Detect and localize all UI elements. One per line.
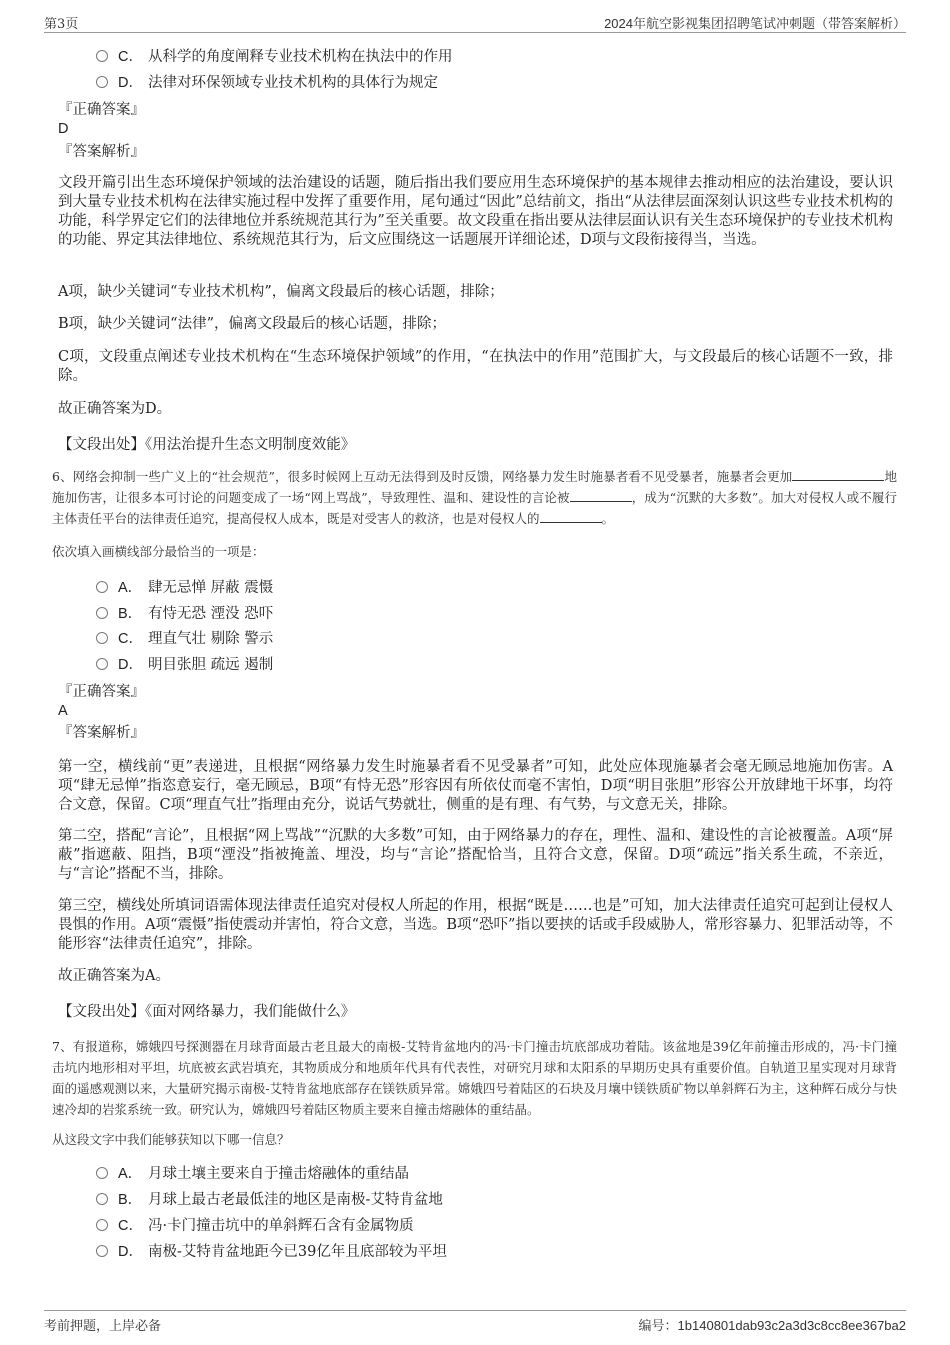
blank-line [540, 508, 602, 523]
question-stem: 6、网络会抑制一些广义上的“社会规范”，很多时候网上互动无法得到及时反馈，网络暴力发生时施暴者看不见受暴者，施暴者会更加 地施加伤害，让很多本可讨论的问题变成了一场“网上骂战”，导致理性、温和、建设性的言论被 ，成为“沉默的大多数”。加大对侵权人或不履行主体责任平台的法律责任追究，提高侵权人成本，既是对受害人的救济，也是对侵权人的 。 [52, 466, 897, 529]
analysis-paragraph: 第一空，横线前“更”表递进，且根据“网络暴力发生时施暴者看不见受暴者”可知，此处应体现施暴者会毫无顾忌地施加伤害。A项“肆无忌惮”指恣意妄行，毫无顾忌，B项“有恃无恐”形容因有所依仗而毫不害怕，D项“明目张胆”形容公开放肆地干坏事，均符合文意，保留。C项“理直气壮”指理由充分，说话气势就壮，侧重的是有理、有气势，与文意无关，排除。 [58, 759, 893, 813]
page-footer [44, 1310, 906, 1334]
document-title: 2024年航空影视集团招聘笔试冲刺题（带答案解析） [604, 16, 906, 31]
answer-label: 『正确答案』 [58, 102, 145, 118]
analysis-paragraph: 故正确答案为D。 [58, 401, 172, 417]
question-prompt: 从这段文字中我们能够获知以下哪一信息？ [52, 1132, 290, 1147]
answer-value: A [58, 703, 68, 719]
analysis-label: 『答案解析』 [58, 725, 145, 741]
radio-icon[interactable] [96, 658, 108, 670]
q5-option-d[interactable]: D． 法律对环保领域专业技术机构的具体行为规定 [96, 72, 438, 94]
page-header [44, 10, 906, 33]
analysis-paragraph: C项，文段重点阐述专业技术机构在“生态环境保护领域”的作用，“在执法中的作用”范围扩大，与文段最后的核心话题不一致，排除。 [58, 349, 893, 384]
q6-option-b[interactable]: B． 有恃无恐 湮没 恐吓 [96, 603, 273, 625]
answer-label: 『正确答案』 [58, 684, 145, 700]
question-prompt: 依次填入画横线部分最恰当的一项是： [52, 544, 265, 559]
document-id: 编号：1b140801dab93c2a3d3c8cc8ee367ba2 [638, 1318, 906, 1334]
footer-slogan: 考前押题，上岸必备 [44, 1319, 162, 1334]
analysis-paragraph: B项，缺少关键词“法律”，偏离文段最后的核心话题，排除； [58, 316, 446, 332]
radio-icon[interactable] [96, 607, 108, 619]
page-number: 第3页 [44, 17, 79, 32]
radio-icon[interactable] [96, 1245, 108, 1257]
q6-option-d[interactable]: D． 明目张胆 疏远 遏制 [96, 654, 273, 676]
q7-option-c[interactable]: C． 冯·卡门撞击坑中的单斜辉石含有金属物质 [96, 1215, 414, 1237]
analysis-label: 『答案解析』 [58, 144, 145, 160]
analysis-paragraph: 第二空，搭配“言论”，且根据“网上骂战”“沉默的大多数”可知，由于网络暴力的存在，理性、温和、建设性的言论被覆盖。A项“屏蔽”指遮蔽、阻挡，B项“湮没”指被掩盖、埋没，均与“言论”搭配恰当，且符合文意，保留。D项“疏远”指关系生疏，不亲近，与“言论”搭配不当，排除。 [58, 828, 893, 882]
blank-line [792, 466, 884, 481]
radio-icon[interactable] [96, 50, 108, 62]
q6-option-c[interactable]: C． 理直气壮 剔除 警示 [96, 628, 273, 650]
radio-icon[interactable] [96, 1167, 108, 1179]
analysis-paragraph: A项，缺少关键词“专业技术机构”，偏离文段最后的核心话题，排除； [58, 284, 504, 300]
blank-line [570, 487, 632, 502]
analysis-paragraph: 文段开篇引出生态环境保护领域的法治建设的话题，随后指出我们要应用生态环境保护的基本规律去推动相应的法治建设，要认识到大量专业技术机构在法律实施过程中发挥了重要作用，尾句通过“因此”总结前文，指出“从法律层面深刻认识这些专业技术机构的功能，科学界定它们的法律地位并系统规范其行为”至关重要。故文段重在指出要从法律层面认识有关生态环境保护的专业技术机构的功能、界定其法律地位、系统规范其行为，后文应围绕这一话题展开详细论述，D项与文段衔接得当，当选。 [58, 175, 893, 248]
source-citation: 【文段出处】《面对网络暴力，我们能做什么》 [58, 1004, 356, 1020]
q5-option-c[interactable]: C． 从科学的角度阐释专业技术机构在执法中的作用 [96, 46, 453, 68]
radio-icon[interactable] [96, 76, 108, 88]
question-stem: 7、有报道称，嫦娥四号探测器在月球背面最古老且最大的南极-艾特肯盆地内的冯·卡门撞击坑底部成功着陆。该盆地是39亿年前撞击形成的，冯·卡门撞击坑内地形相对平坦，坑底被玄武岩填充，其物质成分和地质年代具有代表性，对研究月球和太阳系的早期历史具有重要价值。自轨道卫星实现对月球背面的遥感观测以来，大量研究揭示南极-艾特肯盆地底部存在镁铁质异常。嫦娥四号着陆区的石块及月壤中镁铁质矿物以单斜辉石为主，这种辉石成分与快速冷却的岩浆系统一致。研究认为，嫦娥四号着陆区物质主要来自撞击熔融体的重结晶。 [52, 1039, 897, 1117]
analysis-paragraph: 第三空，横线处所填词语需体现法律责任追究对侵权人所起的作用，根据“既是……也是”可知，加大法律责任追究可起到让侵权人畏惧的作用。A项“震慑”指使震动并害怕，符合文意，当选。B项“恐吓”指以要挟的话或手段威胁人，常形容暴力、犯罪活动等，不能形容“法律责任追究”，排除。 [58, 898, 893, 952]
radio-icon[interactable] [96, 1219, 108, 1231]
analysis-paragraph: 故正确答案为A。 [58, 968, 170, 984]
radio-icon[interactable] [96, 581, 108, 593]
q7-option-d[interactable]: D． 南极-艾特肯盆地距今已39亿年且底部较为平坦 [96, 1241, 447, 1263]
q7-option-b[interactable]: B． 月球上最古老最低洼的地区是南极-艾特肯盆地 [96, 1189, 443, 1211]
radio-icon[interactable] [96, 1193, 108, 1205]
source-citation: 【文段出处】《用法治提升生态文明制度效能》 [58, 437, 356, 453]
answer-value: D [58, 121, 69, 137]
radio-icon[interactable] [96, 632, 108, 644]
q6-option-a[interactable]: A． 肆无忌惮 屏蔽 震慑 [96, 577, 273, 599]
q7-option-a[interactable]: A． 月球土壤主要来自于撞击熔融体的重结晶 [96, 1163, 409, 1185]
